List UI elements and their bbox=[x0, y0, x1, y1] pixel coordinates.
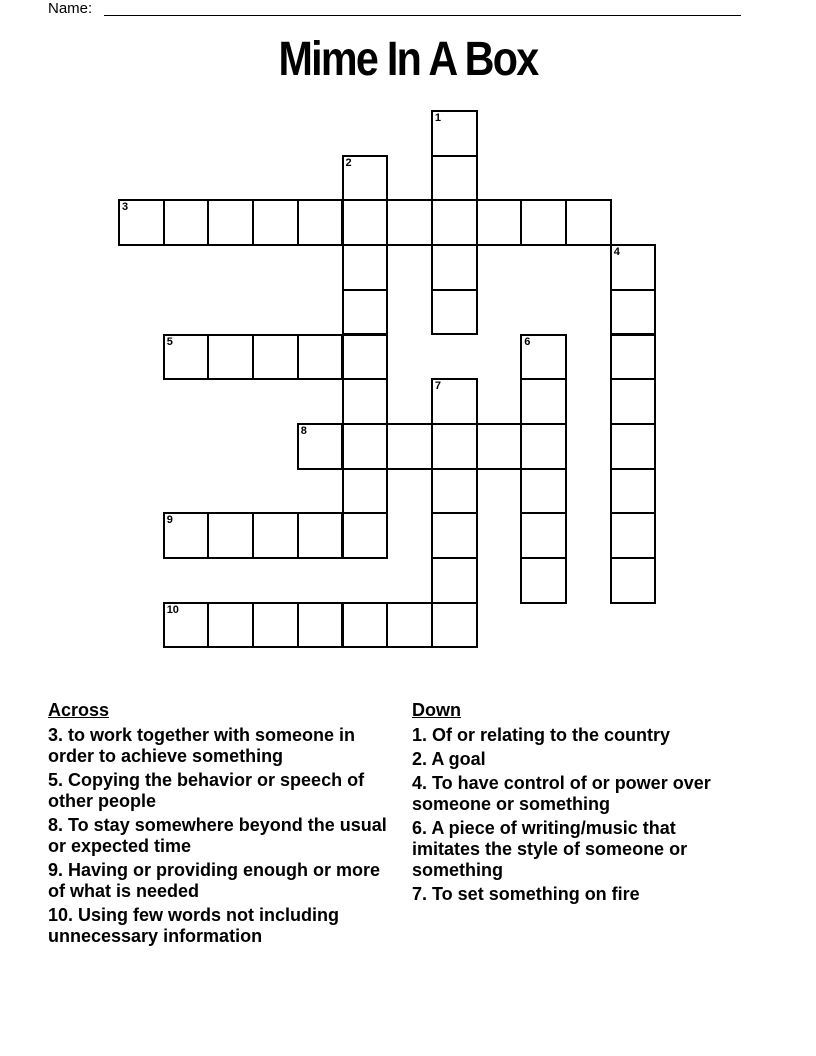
name-label: Name: bbox=[48, 0, 93, 17]
down-clue-list bbox=[412, 725, 742, 905]
grid-cell[interactable] bbox=[431, 602, 478, 649]
clue-text: Copying the behavior or speech of other people bbox=[48, 770, 365, 811]
clue-number: 2. bbox=[412, 749, 428, 769]
across-clue bbox=[48, 815, 393, 857]
grid-cell[interactable] bbox=[342, 378, 389, 425]
grid-cell[interactable] bbox=[610, 378, 657, 425]
grid-cell[interactable] bbox=[431, 512, 478, 559]
grid-cell[interactable] bbox=[610, 289, 657, 336]
grid-cell[interactable] bbox=[297, 512, 344, 559]
grid-cell[interactable] bbox=[610, 244, 657, 291]
clue-number: 6. bbox=[412, 818, 428, 838]
clue-number: 7. bbox=[412, 884, 428, 904]
cell-number: 6 bbox=[524, 335, 531, 348]
grid-cell[interactable] bbox=[342, 468, 389, 515]
across-clue bbox=[48, 905, 393, 947]
cell-number: 10 bbox=[166, 603, 179, 616]
grid-cell[interactable] bbox=[252, 199, 299, 246]
grid-cell[interactable] bbox=[476, 423, 523, 470]
grid-cell[interactable] bbox=[297, 199, 344, 246]
grid-cell[interactable] bbox=[610, 334, 657, 381]
grid-cell[interactable] bbox=[520, 199, 567, 246]
grid-cell[interactable] bbox=[342, 199, 389, 246]
grid-cell[interactable] bbox=[431, 423, 478, 470]
across-clue bbox=[48, 725, 393, 767]
across-clue bbox=[48, 770, 393, 812]
grid-cell[interactable] bbox=[565, 199, 612, 246]
grid-cell[interactable] bbox=[431, 199, 478, 246]
clue-text: Of or relating to the country bbox=[427, 725, 671, 745]
grid-cell[interactable] bbox=[520, 423, 567, 470]
grid-cell[interactable] bbox=[163, 334, 210, 381]
clue-number: 10. bbox=[48, 905, 74, 925]
grid-cell[interactable] bbox=[163, 602, 210, 649]
clue-text: Using few words not including unnecessary information bbox=[48, 905, 340, 946]
grid-cell[interactable] bbox=[342, 155, 389, 202]
grid-cell[interactable] bbox=[386, 423, 433, 470]
down-clue bbox=[412, 749, 742, 770]
grid-cell[interactable] bbox=[520, 334, 567, 381]
clue-number: 1. bbox=[412, 725, 428, 745]
down-heading: Down bbox=[412, 700, 461, 720]
grid-cell[interactable] bbox=[207, 199, 254, 246]
clue-text: To set something on fire bbox=[427, 884, 640, 904]
grid-cell[interactable] bbox=[476, 199, 523, 246]
grid-cell[interactable] bbox=[252, 334, 299, 381]
across-clue-list bbox=[48, 725, 393, 947]
grid-cell[interactable] bbox=[342, 512, 389, 559]
grid-cell[interactable] bbox=[431, 557, 478, 604]
across-clue bbox=[48, 860, 393, 902]
cell-number: 2 bbox=[345, 156, 352, 169]
grid-cell[interactable] bbox=[252, 602, 299, 649]
grid-cell[interactable] bbox=[610, 468, 657, 515]
clue-number: 8. bbox=[48, 815, 64, 835]
grid-cell[interactable] bbox=[520, 557, 567, 604]
clue-text: to work together with someone in order to achieve something bbox=[48, 725, 356, 766]
clue-text: To have control of or power over someone or something bbox=[412, 773, 711, 814]
grid-cell[interactable] bbox=[207, 512, 254, 559]
cell-number: 1 bbox=[434, 112, 442, 124]
clue-number: 5. bbox=[48, 770, 64, 790]
grid-cell[interactable] bbox=[252, 512, 299, 559]
cell-number: 7 bbox=[434, 380, 442, 393]
grid-cell[interactable] bbox=[207, 602, 254, 649]
grid-cell[interactable] bbox=[431, 378, 478, 425]
down-clue bbox=[412, 884, 742, 905]
grid-cell[interactable] bbox=[610, 423, 657, 470]
clue-number: 3. bbox=[48, 725, 64, 745]
grid-cell[interactable] bbox=[163, 199, 210, 246]
puzzle-title: Mime In A Box bbox=[278, 33, 538, 86]
clue-text: To stay somewhere beyond the usual or expected time bbox=[48, 815, 387, 856]
grid-cell[interactable] bbox=[386, 602, 433, 649]
clue-number: 4. bbox=[412, 773, 428, 793]
down-clue bbox=[412, 773, 742, 815]
grid-cell[interactable] bbox=[520, 468, 567, 515]
clue-text: Having or providing enough or more of what is needed bbox=[48, 860, 381, 901]
across-clues bbox=[48, 700, 393, 950]
grid-cell[interactable] bbox=[342, 423, 389, 470]
grid-cell[interactable] bbox=[386, 199, 433, 246]
cell-number: 3 bbox=[122, 201, 129, 214]
down-clues bbox=[412, 700, 742, 908]
cell-number: 5 bbox=[166, 335, 173, 348]
clue-text: A piece of writing/music that imitates the style of someone or something bbox=[412, 818, 688, 880]
grid-cell[interactable] bbox=[342, 602, 389, 649]
down-clue bbox=[412, 818, 742, 881]
grid-cell[interactable] bbox=[431, 110, 478, 157]
grid-cell[interactable] bbox=[431, 244, 478, 291]
grid-cell[interactable] bbox=[342, 289, 389, 336]
clue-number: 9. bbox=[48, 860, 64, 880]
grid-cell[interactable] bbox=[118, 199, 165, 246]
cell-number: 9 bbox=[166, 514, 173, 527]
grid-cell[interactable] bbox=[207, 334, 254, 381]
down-clue bbox=[412, 725, 742, 746]
grid-cell[interactable] bbox=[297, 602, 344, 649]
grid-cell[interactable] bbox=[342, 334, 389, 381]
grid-cell[interactable] bbox=[431, 155, 478, 202]
grid-cell[interactable] bbox=[431, 289, 478, 336]
grid-cell[interactable] bbox=[610, 557, 657, 604]
clue-text: A goal bbox=[427, 749, 486, 769]
across-heading: Across bbox=[48, 700, 110, 720]
grid-cell[interactable] bbox=[297, 334, 344, 381]
cell-number: 4 bbox=[613, 246, 620, 259]
grid-cell[interactable] bbox=[520, 378, 567, 425]
grid-cell[interactable] bbox=[520, 512, 567, 559]
grid-cell[interactable] bbox=[610, 512, 657, 559]
cell-number: 8 bbox=[300, 424, 307, 437]
grid-cell[interactable] bbox=[297, 423, 344, 470]
grid-cell[interactable] bbox=[431, 468, 478, 515]
grid-cell[interactable] bbox=[163, 512, 210, 559]
grid-cell[interactable] bbox=[342, 244, 389, 291]
